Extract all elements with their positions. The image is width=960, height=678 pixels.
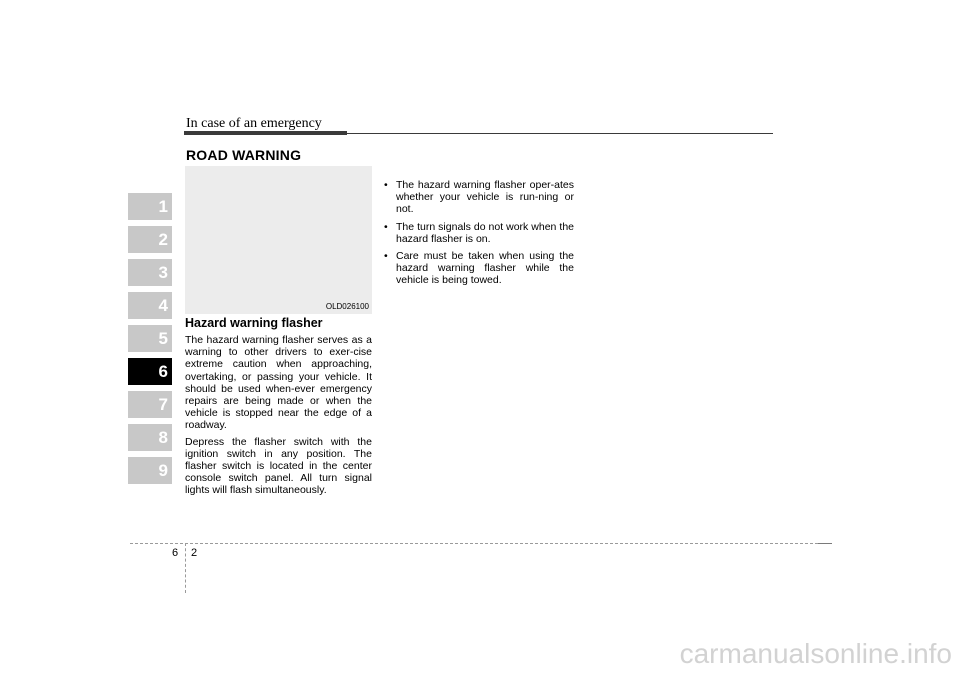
header-accent-bar (184, 131, 347, 135)
header-section-title: In case of an emergency (186, 116, 322, 131)
footer-rule-end (818, 543, 832, 544)
chapter-tab-7[interactable]: 7 (128, 391, 172, 418)
chapter-tab-5[interactable]: 5 (128, 325, 172, 352)
footer-divider (185, 543, 186, 593)
chapter-tab-4[interactable]: 4 (128, 292, 172, 319)
page-number: 2 (191, 547, 198, 559)
header-rule (347, 133, 773, 134)
footer-rule (130, 543, 818, 544)
chapter-tab-6[interactable]: 6 (128, 358, 172, 385)
illustration-placeholder (185, 166, 372, 314)
subheading: Hazard warning flasher (185, 316, 323, 330)
chapter-tab-2[interactable]: 2 (128, 226, 172, 253)
paragraph: The hazard warning flasher serves as a warning to other drivers to exer-cise extreme caution when approaching, overtaking, or passing your vehicle. It should be used when-ever emergency repairs are being made or when the vehicle is stopped near the edge of a roadway. (185, 334, 372, 432)
figure-code: OLD026100 (325, 302, 369, 311)
chapter-tab-8[interactable]: 8 (128, 424, 172, 451)
bullet-item: • The hazard warning flasher oper-ates whether your vehicle is run-ning or not. (384, 179, 574, 216)
watermark: carmanualsonline.info (679, 638, 952, 669)
bullet-item: • Care must be taken when using the hazard warning flasher while the vehicle is being towed. (384, 250, 574, 287)
chapter-tab-9[interactable]: 9 (128, 457, 172, 484)
page-title: ROAD WARNING (186, 147, 302, 163)
right-column (384, 179, 574, 292)
paragraph: Depress the flasher switch with the ignition switch in any position. The flasher switch is located in the center console switch panel. All turn signal lights will flash simultaneously. (185, 435, 372, 497)
page-chapter-number: 6 (172, 547, 179, 559)
bullet-item: • The turn signals do not work when the hazard flasher is on. (384, 221, 574, 245)
left-column (185, 316, 372, 501)
chapter-tab-3[interactable]: 3 (128, 259, 172, 286)
chapter-tab-1[interactable]: 1 (128, 193, 172, 220)
